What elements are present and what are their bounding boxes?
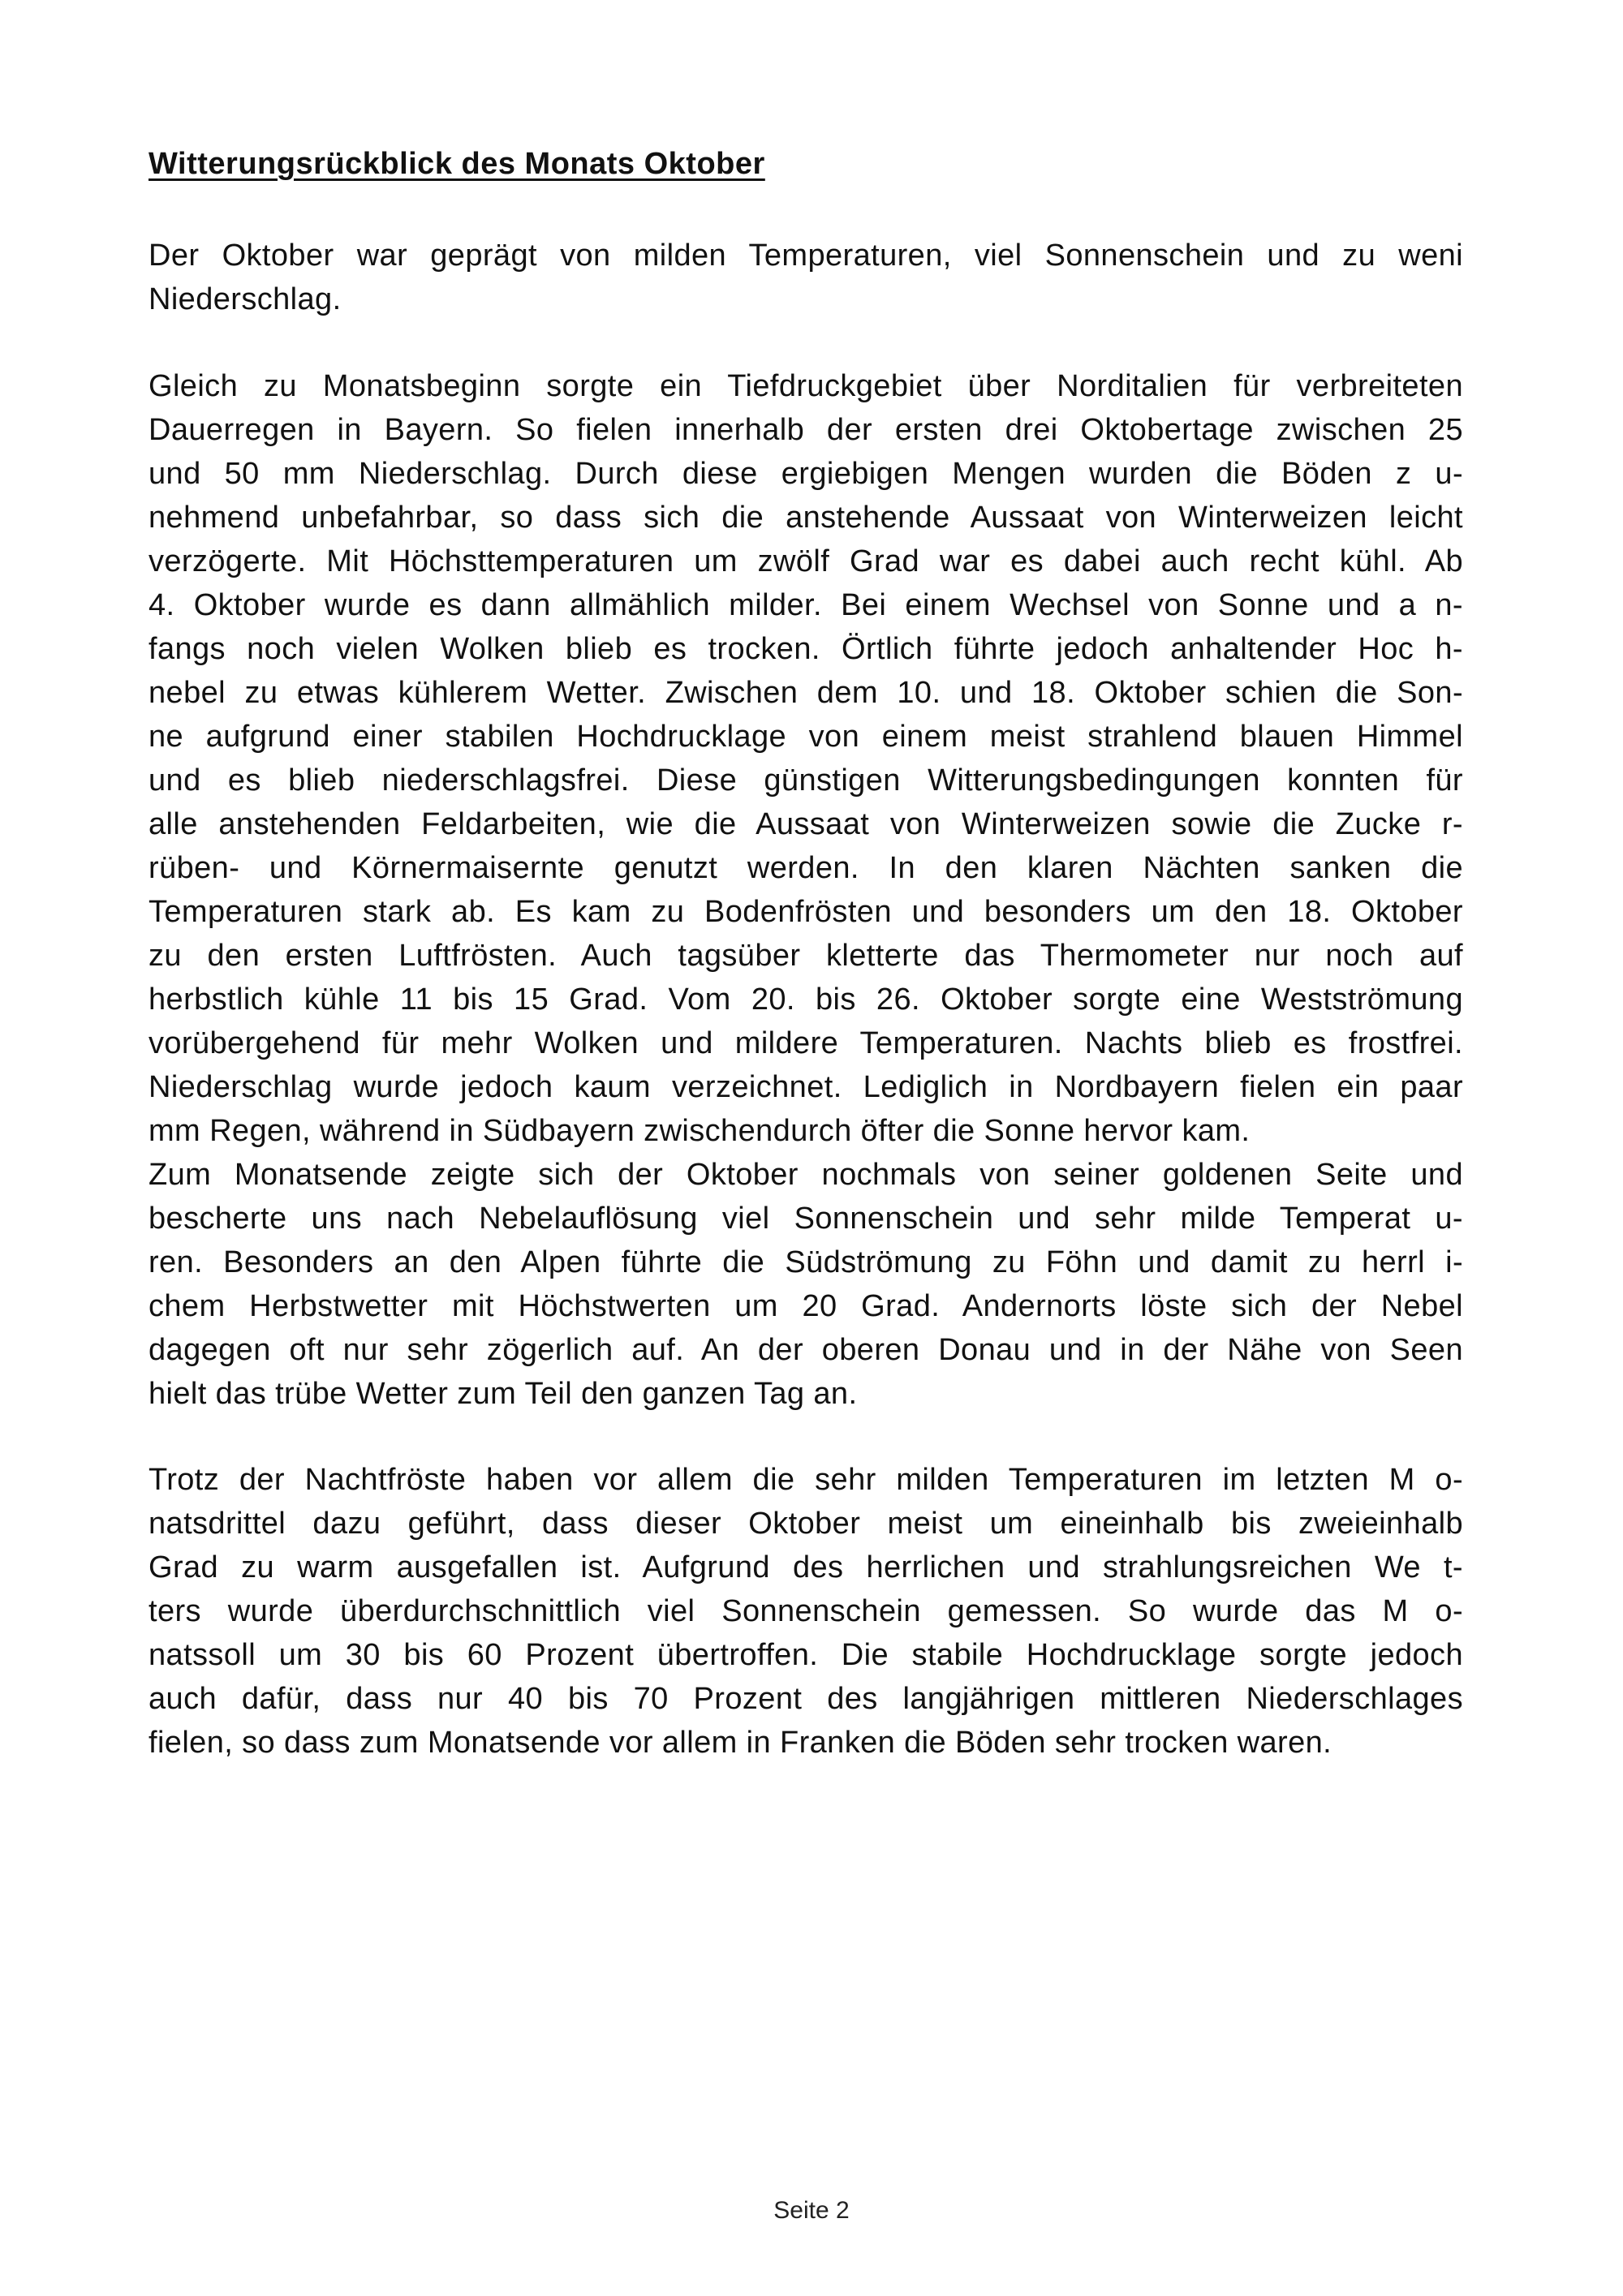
- text-line: verzögerte. Mit Höchsttemperaturen um zwölf Grad war es dabei auch recht kühl. Ab: [149, 544, 1463, 578]
- text-line: auch dafür, dass nur 40 bis 70 Prozent des langjährigen mittleren Niederschlages: [149, 1682, 1463, 1716]
- text-line: Der Oktober war geprägt von milden Temperaturen, viel Sonnenschein und zu weni: [149, 239, 1463, 273]
- text-line: bescherte uns nach Nebelauflösung viel Sonnenschein und sehr milde Temperat u-: [149, 1202, 1463, 1236]
- text-line: Gleich zu Monatsbeginn sorgte ein Tiefdruckgebiet über Norditalien für verbreiteten: [149, 369, 1463, 403]
- page-number: Seite 2: [773, 2197, 850, 2224]
- text-line: Zum Monatsende zeigte sich der Oktober nochmals von seiner goldenen Seite und: [149, 1158, 1463, 1192]
- text-line: nebel zu etwas kühlerem Wetter. Zwischen dem 10. und 18. Oktober schien die Son-: [149, 676, 1463, 710]
- text-line: ters wurde überdurchschnittlich viel Sonnenschein gemessen. So wurde das M o-: [149, 1594, 1463, 1628]
- text-line: Niederschlag wurde jedoch kaum verzeichnet. Lediglich in Nordbayern fielen ein paar: [149, 1070, 1463, 1104]
- text-line: Dauerregen in Bayern. So fielen innerhalb der ersten drei Oktobertage zwischen 25: [149, 413, 1463, 447]
- text-line: vorübergehend für mehr Wolken und mildere Temperaturen. Nachts blieb es frostfrei.: [149, 1026, 1463, 1060]
- text-line: und 50 mm Niederschlag. Durch diese ergiebigen Mengen wurden die Böden z u-: [149, 457, 1463, 491]
- text-line: natssoll um 30 bis 60 Prozent übertroffen. Die stabile Hochdrucklage sorgte jedoch: [149, 1638, 1463, 1672]
- text-line: zu den ersten Luftfrösten. Auch tagsüber kletterte das Thermometer nur noch auf: [149, 939, 1463, 973]
- text-line: Trotz der Nachtfröste haben vor allem die sehr milden Temperaturen im letzten M o-: [149, 1463, 1463, 1497]
- text-line: ne aufgrund einer stabilen Hochdrucklage von einem meist strahlend blauen Himmel: [149, 720, 1463, 754]
- text-line: mm Regen, während in Südbayern zwischendurch öfter die Sonne hervor kam.: [149, 1114, 1251, 1148]
- text-line: ren. Besonders an den Alpen führte die Südströmung zu Föhn und damit zu herrl i-: [149, 1245, 1463, 1279]
- text-line: 4. Oktober wurde es dann allmählich milder. Bei einem Wechsel von Sonne und a n-: [149, 588, 1463, 622]
- text-line: Temperaturen stark ab. Es kam zu Bodenfrösten und besonders um den 18. Oktober: [149, 895, 1463, 929]
- text-line: rüben- und Körnermaisernte genutzt werden. In den klaren Nächten sanken die: [149, 851, 1463, 885]
- text-line: alle anstehenden Feldarbeiten, wie die Aussaat von Winterweizen sowie die Zucke r-: [149, 807, 1463, 841]
- paragraph-summary: [149, 1458, 1463, 1765]
- text-line: herbstlich kühle 11 bis 15 Grad. Vom 20. bis 26. Oktober sorgte eine Westströmung: [149, 982, 1463, 1017]
- paragraph-main: [149, 364, 1463, 1416]
- text-line: fielen, so dass zum Monatsende vor allem in Franken die Böden sehr trocken waren.: [149, 1726, 1332, 1760]
- text-line: Niederschlag.: [149, 282, 342, 316]
- text-line: fangs noch vielen Wolken blieb es trocken. Örtlich führte jedoch anhaltender Hoc h-: [149, 632, 1463, 666]
- text-line: dagegen oft nur sehr zögerlich auf. An der oberen Donau und in der Nähe von Seen: [149, 1333, 1463, 1367]
- paragraph-intro: [149, 234, 1463, 321]
- text-line: Grad zu warm ausgefallen ist. Aufgrund des herrlichen und strahlungsreichen We t-: [149, 1550, 1463, 1584]
- text-line: nehmend unbefahrbar, so dass sich die anstehende Aussaat von Winterweizen leicht: [149, 501, 1463, 535]
- text-line: natsdrittel dazu geführt, dass dieser Oktober meist um eineinhalb bis zweieinhalb: [149, 1507, 1463, 1541]
- document-title: Witterungsrückblick des Monats Oktober: [149, 147, 765, 181]
- text-line: chem Herbstwetter mit Höchstwerten um 20 Grad. Andernorts löste sich der Nebel: [149, 1289, 1463, 1323]
- text-line: hielt das trübe Wetter zum Teil den ganzen Tag an.: [149, 1377, 858, 1411]
- text-line: und es blieb niederschlagsfrei. Diese günstigen Witterungsbedingungen konnten für: [149, 763, 1463, 798]
